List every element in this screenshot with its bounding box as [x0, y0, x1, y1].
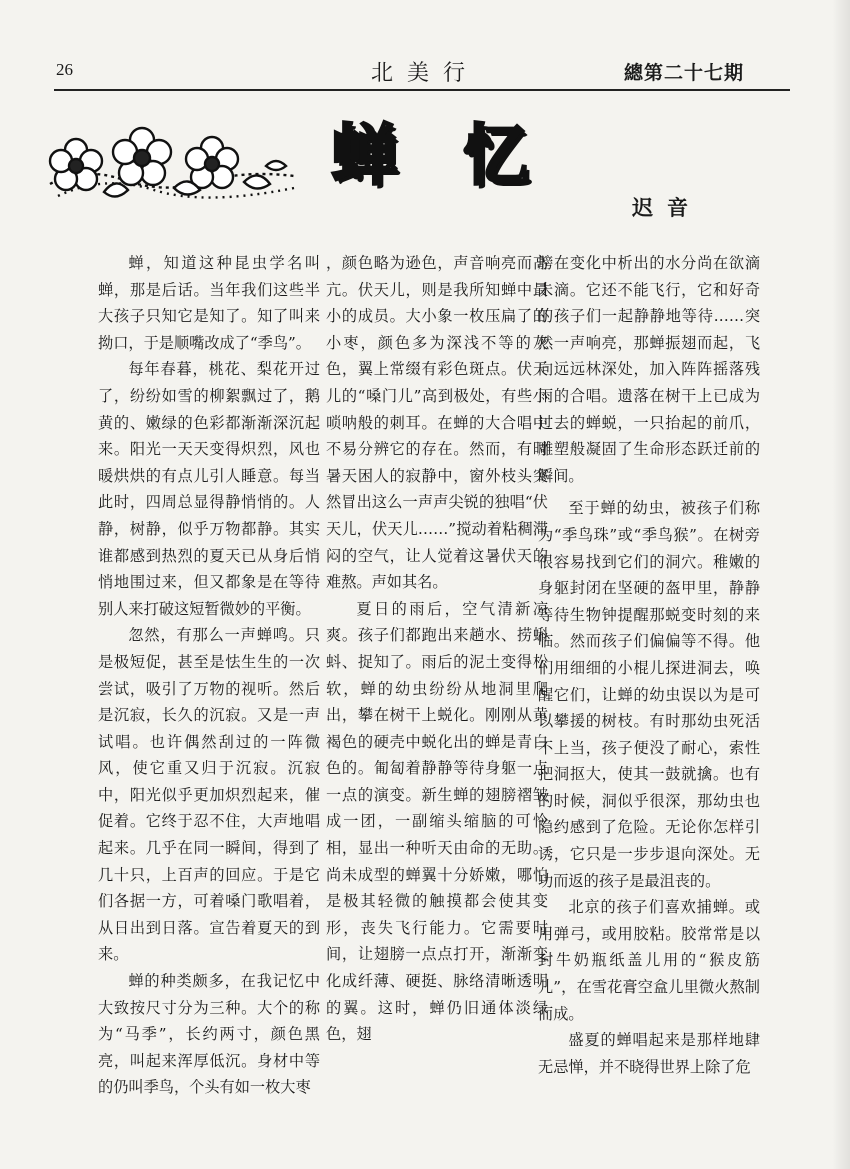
page-number: 26 — [56, 60, 73, 79]
text-column-3 — [538, 250, 760, 1120]
paragraph: 蝉，知道这种昆虫学名叫蝉，那是后话。当年我们这些半大孩子只知它是知了。知了叫来拗口，于是顺嘴改成了“季鸟”。 — [98, 254, 320, 352]
issue-number: 總第二十七期 — [624, 62, 745, 84]
paragraph: ，颜色略为逊色，声音响亮而高亢。伏天儿，则是我所知蝉中最小的成员。大小象一枚压扁了的小枣，颜色多为深浅不等的灰色，翼上常缀有彩色斑点。伏天儿的“嗓门儿”高到极处，有些小唢呐般的刺耳。在蝉的大合唱中不易分辨它的存在。然而，有时暑天困人的寂静中，窗外枝头突然冒出这么一声声尖锐的独唱“伏天儿，伏天儿……”搅动着粘稠滞闷的空气，让人觉着这暑伏天的难熬。声如其名。 — [326, 254, 548, 592]
title-char-box — [456, 116, 536, 196]
paragraph: 夏日的雨后，空气清新凉爽。孩子们都跑出来趟水、捞蝌蚪、捉知了。雨后的泥土变得松软，蝉的幼虫纷纷从地洞里爬出，攀在树干上蜕化。刚刚从黄褐色的硬壳中蜕化出的蝉是青白色的。匍匐着静静等待身躯一点一点的演变。新生蝉的翅膀褶皱成一团，一副缩头缩脑的可怜相，显出一种听天由命的无助。尚未成型的蝉翼十分娇嫩，哪怕是极其轻微的触摸都会使其变形，丧失飞行能力。它需要时间，让翅膀一点点打开，渐渐变化成纤薄、硬挺、脉络清晰透明的翼。这时，蝉仍旧通体淡绿色，翅 — [326, 599, 548, 1044]
author-name: 迟音 — [632, 195, 702, 220]
header-rule — [54, 89, 790, 91]
text-column-2 — [326, 250, 548, 1120]
magazine-name: 北美行 — [370, 61, 479, 86]
paragraph: 至于蝉的幼虫，被孩子们称为“季鸟珠”或“季鸟猴”。在树旁很容易找到它们的洞穴。稚嫩的身躯封闭在坚硬的盔甲里，静静等待生物钟提醒那蜕变时刻的来临。然而孩子们偏偏等不得。他们用细细的小棍儿探进洞去，唤醒它们，让蝉的幼虫误以为是可以攀援的树枝。有时那幼虫死活不上当，孩子便没了耐心，索性把洞抠大，使其一鼓就擒。也有的时候，洞似乎很深，那幼虫也隐约感到了危险。无论你怎样引诱，它只是一步步退向深处。无功而返的孩子是最沮丧的。 — [538, 499, 760, 890]
article-title-char: 忆 — [463, 117, 529, 194]
title-char-box — [324, 116, 404, 196]
flower-vine-decoration-icon — [44, 122, 300, 218]
paragraph: 北京的孩子们喜欢捕蝉。或用弹弓，或用胶粘。胶常常是以封牛奶瓶纸盖儿用的“猴皮筋儿”，在雪花膏空盒儿里微火熬制而成。 — [538, 898, 760, 1023]
paragraph: 每年春暮，桃花、梨花开过了，纷纷如雪的柳絮飘过了，鹅黄的、嫩绿的色彩都渐渐深沉起来。阳光一天天变得炽烈，风也暖烘烘的有点儿引人睡意。每当此时，四周总显得静悄悄的。人静，树静，似乎万物都静。其实谁都感到热烈的夏天已从身后悄悄地围过来，但又都象是在等待别人来打破这短暂微妙的平衡。 — [98, 360, 320, 618]
paragraph: 忽然，有那么一声蝉鸣。只是极短促，甚至是怯生生的一次尝试，吸引了万物的视听。然后是沉寂，长久的沉寂。又是一声试唱。也许偶然刮过的一阵微风，使它重又归于沉寂。沉寂中，阳光似乎更加炽烈起来，催促着。它终于忍不住，大声地唱起来。几乎在同一瞬间，得到了几十只，上百声的回应。于是它们各据一方，可着嗓门歌唱着，从日出到日落。宣告着夏天的到来。 — [98, 626, 320, 964]
paragraph: 蝉的种类颇多，在我记忆中大致按尺寸分为三种。大个的称为“马季”，长约两寸，颜色黑亮，叫起来浑厚低沉。身材中等的仍叫季鸟，个头有如一枚大枣 — [98, 972, 320, 1097]
paragraph: 盛夏的蝉唱起来是那样地肆无忌惮，并不晓得世界上除了危 — [538, 1031, 760, 1076]
page-fold-shadow — [832, 0, 850, 1169]
article-title-char: 蝉 — [331, 117, 397, 194]
text-column-1 — [98, 250, 320, 1120]
paragraph: 膀在变化中析出的水分尚在欲滴未滴。它还不能飞行，它和好奇的孩子们一起静静地等待……突然一声响亮，那蝉振翅而起，飞向远远林深处，加入阵阵摇落残雨的合唱。遗落在树干上已成为过去的蝉蜕，一只抬起的前爪，雕塑般凝固了生命形态跃迁前的瞬间。 — [538, 254, 760, 485]
